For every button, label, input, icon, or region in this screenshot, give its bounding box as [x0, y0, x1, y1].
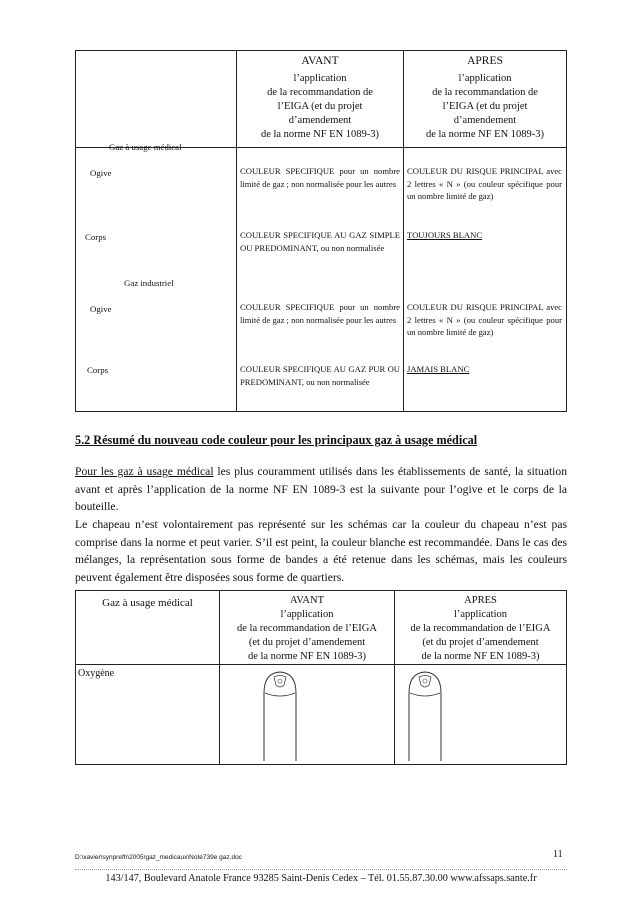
avant-oxygen-cell — [220, 665, 395, 765]
empty-header-cell — [76, 51, 237, 148]
footer-address: 143/147, Boulevard Anatole France 93285 Saint-Denis Cedex – Tél. 01.55.87.30.00 www.afssaps.sante.fr — [105, 873, 537, 884]
row-label-corps: Corps — [85, 232, 107, 242]
apres-corps-industriel: JAMAIS BLANC — [407, 364, 470, 374]
file-path: D:\xavier\synprefh\2005\gaz_medicaux\Note739e gaz.doc — [75, 854, 242, 861]
header-apres: APRES l’application de la recommandation de l’EIGA (et du projet d’amendement de la norme NF EN 1089-3) — [404, 51, 567, 148]
apres-oxygen-cell — [395, 665, 567, 765]
apres-cell — [404, 148, 567, 412]
avant-corps-industriel: COULEUR SPECIFIQUE AU GAZ PUR OU PREDOMINANT, ou non normalisée — [240, 364, 400, 387]
avant-ogive-industriel: COULEUR SPECIFIQUE pour un nombre limité de gaz ; non normalisée pour les autres — [240, 302, 400, 325]
header-avant-2: AVANT l’application de la recommandation de l’EIGA (et du projet d’amendement de la norme NF EN 1089-3) — [220, 591, 395, 665]
avant-cell — [237, 148, 404, 412]
comparison-table-1 — [75, 50, 567, 412]
row-label-corps: Corps — [87, 365, 109, 375]
paragraph-1: Pour les gaz à usage médical les plus couramment utilisés dans les établissements de santé, la situation avant et après l’application de la norme NF EN 1089-3 est la suivante pour l’ogive et le corps de la bouteille. — [75, 465, 568, 513]
row-label-oxygen: Oxygène — [76, 665, 220, 765]
paragraph-1-underlined: Pour les gaz à usage médical — [75, 465, 214, 478]
page-number: 11 — [553, 849, 563, 860]
apres-corps-medical: TOUJOURS BLANC — [407, 230, 483, 240]
comparison-table-2 — [75, 590, 567, 765]
gas-cylinder-apres — [407, 669, 443, 761]
row-label-ogive: Ogive — [90, 168, 112, 178]
apres-ogive-medical: COULEUR DU RISQUE PRINCIPAL avec 2 lettres « N » (ou couleur spécifique pour un nombre limité de gaz) — [407, 166, 562, 201]
row-label-ogive: Ogive — [90, 304, 112, 314]
footer-divider — [75, 869, 567, 870]
avant-corps-medical: COULEUR SPECIFIQUE AU GAZ SIMPLE OU PREDOMINANT, ou non normalisée — [240, 230, 400, 253]
header-avant: AVANT l’application de la recommandation de l’EIGA (et du projet d’amendement de la norme NF EN 1089-3) — [237, 51, 404, 148]
section-industriel-label: Gaz industriel — [124, 278, 174, 288]
header-apres-2: APRES l’application de la recommandation de l’EIGA (et du projet d’amendement de la norme NF EN 1089-3) — [395, 591, 567, 665]
paragraph-2: Le chapeau n’est volontairement pas représenté sur les schémas car la couleur du chapeau n’est pas comprise dans la norme et peut varier. S’il est peint, la couleur blanche est recommandée. Dans le cas des mélanges, la représentation sous forme de bandes a été retenue dans les schémas, mais les couleurs peuvent également être disposées sous forme de quartiers. — [75, 518, 567, 584]
section-heading: 5.2 Résumé du nouveau code couleur pour les principaux gaz à usage médical — [75, 433, 478, 447]
avant-ogive-medical: COULEUR SPECIFIQUE pour un nombre limité de gaz ; non normalisée pour les autres — [240, 166, 400, 189]
gas-cylinder-avant — [262, 669, 298, 761]
labels-cell — [76, 142, 237, 412]
apres-ogive-industriel: COULEUR DU RISQUE PRINCIPAL avec 2 lettres « N » (ou couleur spécifique pour un nombre limité de gaz) — [407, 302, 562, 337]
section-medical-label: Gaz à usage médical — [109, 142, 182, 152]
header-gas: Gaz à usage médical — [76, 591, 220, 665]
